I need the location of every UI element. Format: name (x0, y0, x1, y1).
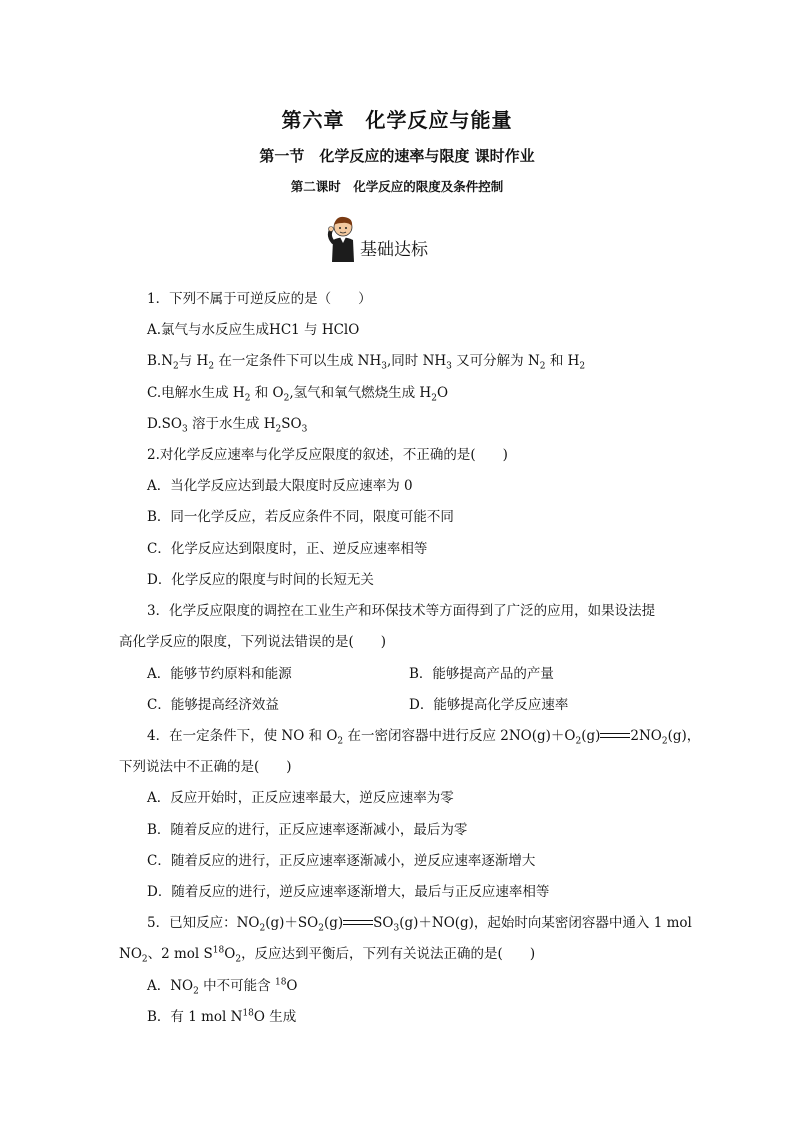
q4-option-d: D．随着反应的进行，逆反应速率逐渐增大，最后与正反应速率相等 (147, 884, 550, 900)
q4-option-c: C．随着反应的进行，正反应速率逐渐减小，逆反应速率逐渐增大 (147, 853, 536, 869)
section-title: 第一节 化学反应的速率与限度 课时作业 (259, 147, 535, 165)
q3-option-c: C．能够提高经济效益 (147, 697, 279, 713)
q3-option-a: A．能够节约原料和能源 (147, 666, 292, 682)
q1-option-b: $B.N_2$与 $H_2$ 在一定条件下可以生成 $NH_3$,同时 $NH_3$ 又可分解为 $N_2$ 和 $H_2$ (147, 353, 586, 372)
q2-option-c: C．化学反应达到限度时，正、逆反应速率相等 (147, 541, 428, 557)
q5-stem-line2: $NO_2$、2 mol $S^{18}O_2$，反应达到平衡后，下列有关说法正确的是( ) (119, 945, 536, 965)
equilibrium-arrow (343, 920, 373, 926)
chapter-title: 第六章 化学反应与能量 (281, 108, 513, 132)
q2-stem: 2.对化学反应速率与化学反应限度的叙述，不正确的是( ) (147, 447, 508, 463)
q2-option-a: A．当化学反应达到最大限度时反应速率为 0 (147, 478, 413, 494)
q3-option-b: B．能够提高产品的产量 (409, 666, 554, 682)
banner-label: 基础达标 (360, 240, 428, 260)
q4-stem-line2: 下列说法中不正确的是( ) (119, 759, 292, 775)
equilibrium-arrow (600, 733, 630, 739)
lesson-title: 第二课时 化学反应的限度及条件控制 (290, 179, 504, 194)
q5-stem-line1: 5．已知反应：$NO_2(g)+SO_2(g)$ $SO_3(g)+NO(g)$，起始时向某密闭容器中通入 1 mol (147, 915, 692, 934)
q3-stem-line1: 3．化学反应限度的调控在工业生产和环保技术等方面得到了广泛的应用，如果设法提 (147, 603, 656, 619)
q1-option-d: $D.SO_3$ 溶于水生成 $H_2SO_3$ (147, 416, 308, 435)
q2-option-d: D．化学反应的限度与时间的长短无关 (147, 572, 374, 588)
student-thinking-icon (326, 216, 358, 262)
q5-option-b: B．有 1 mol $N^{18}O$ 生成 (147, 1008, 297, 1025)
q3-stem-line2: 高化学反应的限度，下列说法错误的是( ) (119, 634, 387, 650)
q1-option-a: A.氯气与水反应生成HC1 与 HClO (147, 322, 360, 338)
q1-stem: 1．下列不属于可逆反应的是（ ） (147, 291, 372, 307)
q4-option-a: A．反应开始时，正反应速率最大，逆反应速率为零 (147, 790, 454, 806)
q4-stem-line1: 4．在一定条件下，使 NO 和 $O_2$ 在一密闭容器中进行反应 $2NO(g)+O_2(g)$ $2NO_2(g)$， (147, 728, 701, 747)
q3-option-d: D．能够提高化学反应速率 (409, 697, 569, 713)
q2-option-b: B．同一化学反应，若反应条件不同，限度可能不同 (147, 509, 454, 525)
q4-option-b: B．随着反应的进行，正反应速率逐渐减小，最后为零 (147, 822, 468, 838)
q5-option-a: A．$NO_2$ 中不可能含 $^{18}$O (147, 977, 298, 997)
q1-option-c: C.电解水生成 $H_2$ 和 $O_2$,氢气和氧气燃烧生成 $H_2O$ (147, 385, 449, 404)
basic-practice-banner (326, 214, 428, 262)
